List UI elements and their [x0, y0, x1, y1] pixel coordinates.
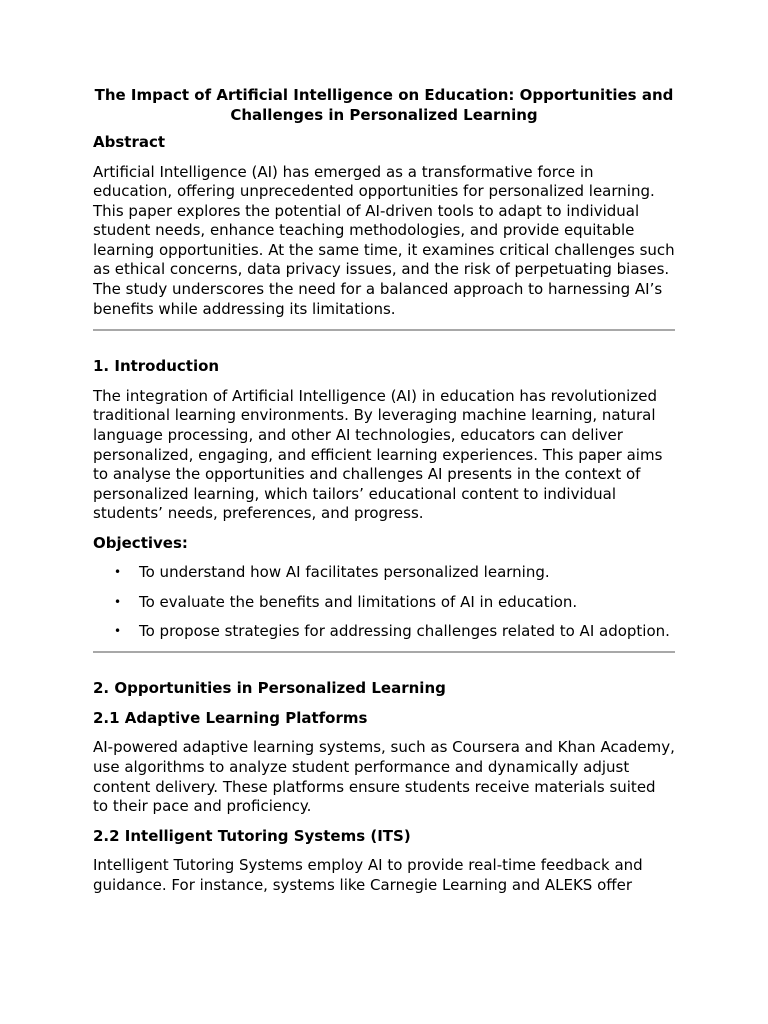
introduction-text: The integration of Artificial Intelligence (AI) in education has revolutionized traditional learning environments. By leveraging machine learning, natural language processing, and other AI technologies, educators can deliver personalized, engaging, and efficient learning experiences. This paper aims to analyse the opportunities and challenges AI presents in the context of personalized learning, which tailors’ educational content to individual students’ needs, preferences, and progress. — [93, 386, 663, 523]
section-divider — [93, 329, 675, 331]
document-title: The Impact of Artificial Intelligence on Education: Opportunities and Challenges in Personalized Learning — [94, 86, 674, 124]
objective-item — [93, 593, 675, 613]
opportunities-heading: 2. Opportunities in Personalized Learning — [93, 679, 446, 698]
introduction-heading: 1. Introduction — [93, 357, 220, 376]
objective-text: To understand how AI facilitates personalized learning. — [139, 563, 550, 582]
bullet-icon: • — [114, 623, 122, 638]
objective-item — [93, 622, 675, 642]
objective-text: To evaluate the benefits and limitations of AI in education. — [139, 592, 578, 611]
abstract-heading: Abstract — [93, 133, 166, 151]
bullet-icon: • — [114, 594, 122, 609]
section-divider — [93, 651, 675, 653]
its-text: Intelligent Tutoring Systems employ AI to provide real-time feedback and guidance. For instance, systems like Carnegie Learning and ALEKS offer — [93, 856, 643, 894]
objective-item — [93, 563, 675, 583]
objectives-list — [93, 563, 675, 641]
its-heading: 2.2 Intelligent Tutoring Systems (ITS) — [93, 826, 411, 845]
objectives-heading: Objectives: — [93, 533, 188, 552]
adaptive-text: AI-powered adaptive learning systems, such as Coursera and Khan Academy, use algorithms to analyze student performance and dynamically adjust content delivery. These platforms ensure students receive materials suited to their pace and proficiency. — [93, 738, 675, 816]
adaptive-heading: 2.1 Adaptive Learning Platforms — [93, 708, 368, 727]
bullet-icon: • — [114, 565, 122, 580]
abstract-text: Artificial Intelligence (AI) has emerged as a transformative force in education, offering unprecedented opportunities for personalized learning. This paper explores the potential of AI-driven tools to adapt to individual student needs, enhance teaching methodologies, and provide equitable learning opportunities. At the same time, it examines critical challenges such as ethical concerns, data privacy issues, and the risk of perpetuating biases. The study underscores the need for a balanced approach to harnessing AI’s benefits while addressing its limitations. — [93, 162, 675, 318]
objective-text: To propose strategies for addressing challenges related to AI adoption. — [139, 621, 670, 640]
